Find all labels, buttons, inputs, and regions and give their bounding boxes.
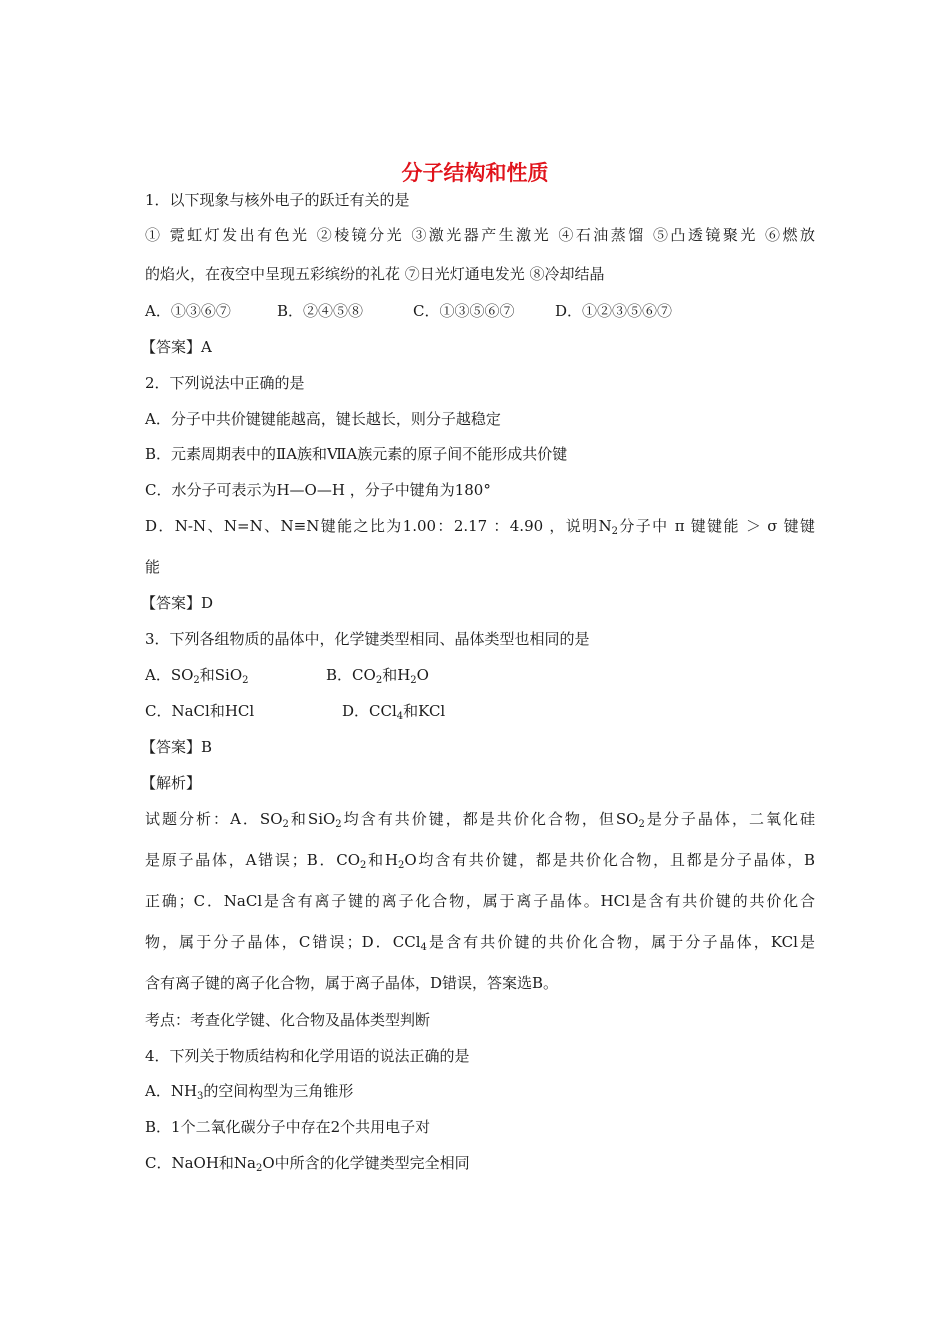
subscript: 2 (335, 819, 342, 830)
q3-kaodian: 考点：考查化学键、化合物及晶体类型判断 (145, 1011, 431, 1029)
subscript: 2 (242, 675, 249, 686)
q2-stem: 2．下列说法中正确的是 (145, 374, 305, 392)
text: 是分子晶体，二氧化硅 (644, 810, 815, 828)
q3-answer: 【答案】B (141, 738, 213, 756)
subscript: 2 (282, 819, 289, 830)
subscript: 4 (396, 711, 404, 722)
text: 试题分析：A．SO (145, 810, 283, 828)
subscript: 2 (410, 675, 417, 686)
subscript: 4 (420, 942, 427, 953)
q4-stem: 4．下列关于物质结构和化学用语的说法正确的是 (145, 1047, 470, 1065)
q1-options (145, 301, 815, 321)
subscript: 2 (398, 860, 405, 871)
text: 和KCl (403, 702, 446, 720)
text: 物，属于分子晶体，C错误；D．CCl (145, 933, 421, 951)
q3-option-a (145, 665, 326, 691)
text: O中所含的化学键类型完全相同 (262, 1154, 470, 1172)
q3-stem: 3．下列各组物质的晶体中，化学键类型相同、晶体类型也相同的是 (145, 630, 590, 648)
text: 和SiO (199, 666, 243, 684)
q4-option-a (145, 1081, 815, 1107)
q3-explanation-line3: 正确；C．NaCl是含有离子键的离子化合物，属于离子晶体。HCl是含有共价键的共价化合 (145, 892, 815, 910)
q3-explanation-line5: 含有离子键的离子化合物，属于离子晶体，D错误，答案选B。 (145, 974, 559, 992)
q2-d-text: D．N-N、N=N、N≡N键能之比为1.00：2.17 ：4.90 ，说明N (145, 517, 612, 535)
q3-option-d (342, 701, 445, 727)
q1-option-a: A．①③⑥⑦ (145, 302, 231, 320)
q4-option-c (145, 1153, 815, 1179)
text: 和SiO (288, 810, 336, 828)
text: 和H (382, 666, 411, 684)
text: 是原子晶体，A错误；B．CO (145, 851, 361, 869)
text: B．CO (326, 666, 376, 684)
text: A．SO (145, 666, 194, 684)
text: D．CCl (342, 702, 397, 720)
q3-option-c: C．NaCl和HCl (145, 702, 255, 720)
q3-analysis-label: 【解析】 (141, 774, 202, 792)
q2-option-c: C．水分子可表示为H—O—H ，分子中键角为180° (145, 481, 491, 499)
q1-option-b: B．②④⑤⑧ (277, 302, 364, 320)
text: A．NH (145, 1082, 198, 1100)
subscript: 2 (256, 1163, 263, 1174)
subscript: 2 (193, 675, 200, 686)
q2-option-b: B．元素周期表中的ⅡA族和ⅦA族元素的原子间不能形成共价键 (145, 445, 568, 463)
q3-explanation-line2 (145, 850, 815, 876)
q3-explanation-line4 (145, 932, 815, 958)
q2-option-d (145, 516, 815, 542)
subscript: 2 (638, 819, 645, 830)
text: C．NaOH和Na (145, 1154, 256, 1172)
text: 均含有共价键，都是共价化合物，但SO (341, 810, 639, 828)
text: 和H (366, 851, 398, 869)
text: 是含有共价键的共价化合物，属于分子晶体，KCl是 (426, 933, 815, 951)
q3-explanation-line1 (145, 809, 815, 835)
q2-answer: 【答案】D (141, 594, 214, 612)
text: O (416, 666, 429, 684)
text: O均含有共价键，都是共价化合物，且都是分子晶体，B (404, 851, 815, 869)
page-title: 分子结构和性质 (401, 161, 549, 185)
q1-option-d: D．①②③⑤⑥⑦ (555, 302, 673, 320)
subscript: 2 (611, 526, 618, 537)
q2-option-d-cont: 能 (145, 558, 161, 576)
q1-stem: 1．以下现象与核外电子的跃迁有关的是 (145, 191, 410, 209)
subscript: 2 (375, 675, 383, 686)
subscript: 3 (197, 1091, 204, 1102)
q3-option-b (326, 665, 429, 691)
q1-option-c: C．①③⑤⑥⑦ (413, 302, 515, 320)
q3-options-ab (145, 665, 815, 691)
q2-option-a: A．分子中共价键键能越高，键长越长，则分子越稳定 (145, 410, 501, 428)
subscript: 2 (360, 860, 367, 871)
q1-items-line1: ① 霓虹灯发出有色光 ②棱镜分光 ③激光器产生激光 ④石油蒸馏 ⑤凸透镜聚光 ⑥燃放 (145, 226, 815, 244)
q1-items-line2: 的焰火，在夜空中呈现五彩缤纷的礼花 ⑦日光灯通电发光 ⑧冷却结晶 (145, 265, 605, 283)
text: 的空间构型为三角锥形 (203, 1082, 354, 1100)
q4-option-b: B．1个二氧化碳分子中存在2个共用电子对 (145, 1118, 431, 1136)
q3-options-cd (145, 701, 815, 727)
q2-d-text-cont: 分子中 π 键键能 ＞ σ 键键 (618, 517, 815, 535)
q1-answer: 【答案】A (141, 338, 212, 356)
